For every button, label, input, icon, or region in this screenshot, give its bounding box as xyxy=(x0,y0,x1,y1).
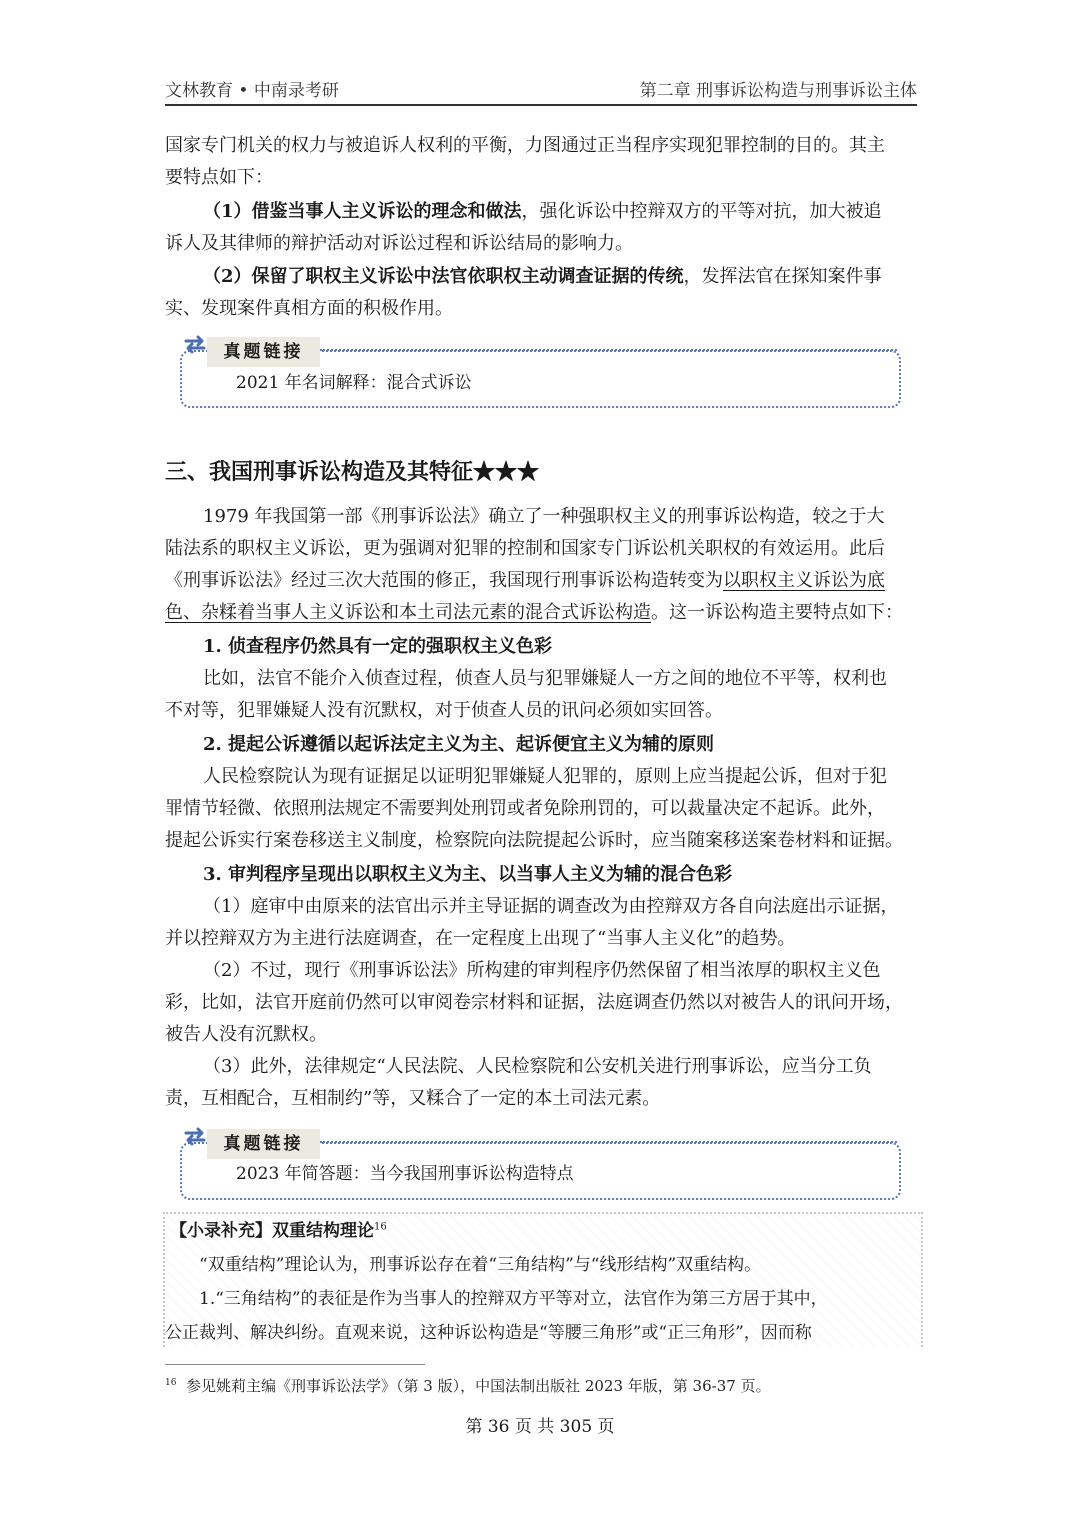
supplement-text xyxy=(165,1248,917,1350)
exam-link-tag: 真题链接 xyxy=(207,1129,320,1159)
intro-line: 国家专门机关的权力与被追诉人权利的平衡，力图通过正当程序实现犯罪控制的目的。其主 xyxy=(165,135,885,156)
page-number: 第 36 页 共 305 页 xyxy=(465,1417,615,1437)
paragraph-line: 并以控辩双方为主进行法庭调查，在一定程度上出现了“当事人主义化”的趋势。 xyxy=(165,928,796,949)
footnote-divider xyxy=(165,1364,425,1365)
footnote-mark: 16 xyxy=(165,1378,177,1388)
link-arrows-icon xyxy=(182,1125,208,1147)
section-heading: 三、我国刑事诉讼构造及其特征★★★ xyxy=(165,459,540,485)
intro-paragraph xyxy=(165,130,917,194)
paragraph-line: “双重结构”理论认为，刑事诉讼存在着“三角结构”与“线形结构”双重结构。 xyxy=(199,1255,762,1275)
feature-1-title: （1）借鉴当事人主义诉讼的理念和做法 xyxy=(203,201,522,222)
paragraph-line: 罪情节轻微、依照刑法规定不需要判处刑罚或者免除刑罚的，可以裁量决定不起诉。此外， xyxy=(165,798,885,819)
divider xyxy=(320,349,897,351)
intro-line: 要特点如下： xyxy=(165,167,273,188)
exam-link-tag: 真题链接 xyxy=(207,337,320,367)
item-title: 3. 审判程序呈现出以职权主义为主、以当事人主义为辅的混合色彩 xyxy=(203,864,733,885)
paragraph-line: 责，互相配合，互相制约”等，又糅合了一定的本土司法元素。 xyxy=(165,1088,661,1109)
paragraph-line: 1.“三角结构”的表征是作为当事人的控辩双方平等对立，法官作为第三方居于其中， xyxy=(199,1289,828,1309)
paragraph-line: 人民检察院认为现有证据足以证明犯罪嫌疑人犯罪的，原则上应当提起公诉，但对于犯 xyxy=(203,766,887,787)
paragraph-line: （3）此外，法律规定“人民法院、人民检察院和公安机关进行刑事诉讼，应当分工负 xyxy=(203,1056,872,1077)
underlined-text: 以职权主义诉讼为底 xyxy=(723,570,885,591)
item-2 xyxy=(165,729,917,857)
page-header xyxy=(165,70,917,106)
footnote-text: 参见姚莉主编《刑事诉讼法学》（第 3 版），中国法制出版社 2023 年版，第 36-37 页。 xyxy=(186,1377,771,1395)
paragraph-text: 。这一诉讼构造主要特点如下： xyxy=(651,602,903,623)
section-paragraph xyxy=(165,501,917,629)
paragraph-line: 比如，法官不能介入侦查过程，侦查人员与犯罪嫌疑人一方之间的地位不平等，权利也 xyxy=(203,668,887,689)
paragraph-line: 提起公诉实行案卷移送主义制度，检察院向法院提起公诉时，应当随案移送案卷材料和证据。 xyxy=(165,830,903,851)
link-arrows-icon xyxy=(182,333,208,355)
item-title: 2. 提起公诉遵循以起诉法定主义为主、起诉便宜主义为辅的原则 xyxy=(203,734,715,755)
feature-1 xyxy=(165,196,917,260)
item-1 xyxy=(165,631,917,727)
item-3 xyxy=(165,859,917,1115)
feature-2-title: （2）保留了职权主义诉讼中法官依职权主动调查证据的传统 xyxy=(203,266,684,287)
footnote xyxy=(165,1375,771,1396)
feature-2-text: ，发挥法官在探知案件事 xyxy=(683,266,882,287)
feature-2-text: 实、发现案件真相方面的积极作用。 xyxy=(165,298,453,319)
item-title: 1. 侦查程序仍然具有一定的强职权主义色彩 xyxy=(203,636,553,657)
exam-link-text: 2021 年名词解释：混合式诉讼 xyxy=(236,373,472,393)
footnote-ref[interactable]: 16 xyxy=(374,1221,387,1233)
divider xyxy=(320,1141,897,1143)
exam-link-text: 2023 年简答题：当今我国刑事诉讼构造特点 xyxy=(236,1164,574,1184)
header-chapter: 第二章 刑事诉讼构造与刑事诉讼主体 xyxy=(639,81,917,101)
paragraph-line: （1）庭审中由原来的法官出示并主导证据的调查改为由控辩双方各自向法庭出示证据， xyxy=(203,896,899,917)
paragraph-line: 1979 年我国第一部《刑事诉讼法》确立了一种强职权主义的刑事诉讼构造，较之于大 xyxy=(203,506,885,527)
paragraph-text: 《刑事诉讼法》经过三次大范围的修正，我国现行刑事诉讼构造转变为 xyxy=(165,570,723,591)
feature-1-text: 诉人及其律师的辩护活动对诉讼过程和诉讼结局的影响力。 xyxy=(165,233,633,254)
feature-1-text: ，强化诉讼中控辩双方的平等对抗，加大被追 xyxy=(521,201,882,222)
paragraph-line: 彩，比如，法官开庭前仍然可以审阅卷宗材料和证据，法庭调查仍然以对被告人的讯问开场， xyxy=(165,992,903,1013)
paragraph-line: 不对等，犯罪嫌疑人没有沉默权，对于侦查人员的讯问必须如实回答。 xyxy=(165,700,723,721)
paragraph-line: 陆法系的职权主义诉讼，更为强调对犯罪的控制和国家专门诉讼机关职权的有效运用。此后 xyxy=(165,538,885,559)
supplement-title-text: 【小录补充】双重结构理论 xyxy=(170,1221,374,1241)
feature-2 xyxy=(165,261,917,325)
supplement-title xyxy=(170,1216,387,1241)
paragraph-line: 被告人没有沉默权。 xyxy=(165,1024,327,1045)
paragraph-line: 公正裁判、解决纠纷。直观来说，这种诉讼构造是“等腰三角形”或“正三角形”，因而称 xyxy=(165,1323,812,1343)
underlined-text: 色、杂糅着当事人主义诉讼和本土司法元素的混合式诉讼构造 xyxy=(165,602,651,623)
header-publisher: 文林教育 • 中南录考研 xyxy=(165,81,339,101)
paragraph-line: （2）不过，现行《刑事诉讼法》所构建的审判程序仍然保留了相当浓厚的职权主义色 xyxy=(203,960,881,981)
